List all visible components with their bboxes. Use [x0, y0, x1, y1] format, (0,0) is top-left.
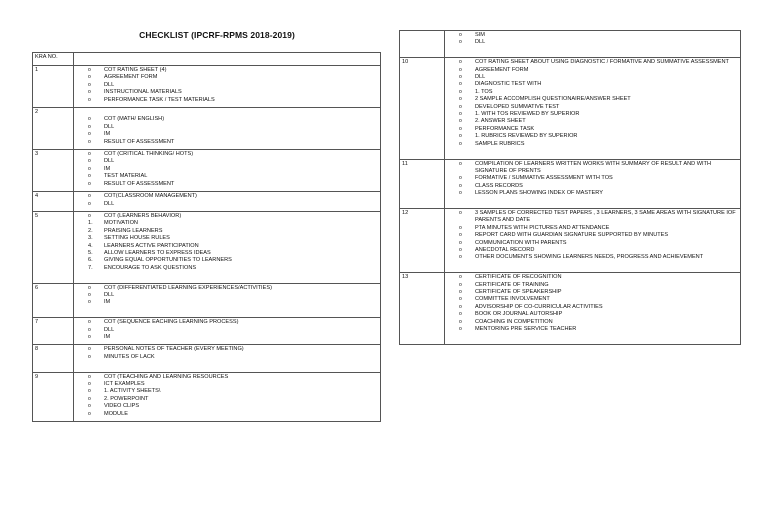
item-text: TEST MATERIAL	[104, 173, 148, 180]
kra-row	[400, 273, 741, 345]
item-text: COMPILATION OF LEARNERS WRITTEN WORKS WITH SUMMARY OF RESULT AND WITH SIGNATURE OF PRENTS	[475, 160, 711, 174]
bullet-icon: o	[459, 111, 462, 118]
checklist-item	[88, 131, 378, 138]
checklist-item	[88, 109, 378, 116]
item-text: DIAGNOSTIC TEST WITH	[475, 81, 542, 88]
item-text: RESULT OF ASSESSMENT	[104, 138, 175, 145]
item-text: COT(CLASSROOM MANAGEMENT)	[104, 193, 197, 200]
item-text: OTHER DOCUMENTS SHOWING LEARNERS NEEDS, PROGRESS AND ACHIEVEMENT	[475, 254, 704, 261]
item-text: DLL	[104, 200, 115, 207]
checklist-item	[459, 311, 738, 318]
item-number: 7.	[88, 264, 93, 271]
checklist-item	[88, 158, 378, 165]
bullet-icon: o	[88, 67, 91, 73]
bullet-icon: o	[459, 311, 462, 318]
checklist-item	[459, 104, 738, 111]
bullet-icon: o	[459, 160, 462, 167]
kra-number: 13	[400, 273, 445, 345]
checklist-item	[459, 289, 738, 296]
checklist-item	[88, 374, 378, 381]
bullet-icon: o	[459, 303, 462, 310]
bullet-icon: o	[88, 123, 91, 130]
kra-number: 11	[400, 159, 445, 208]
checklist-item	[459, 247, 738, 254]
item-text: 2 SAMPLE ACCOMPLISH QUESTIONAIRE/ANSWER SHEET	[475, 96, 631, 103]
bullet-icon: o	[459, 66, 462, 73]
checklist-item	[88, 166, 378, 173]
checklist-item	[459, 47, 738, 54]
kra-items	[74, 318, 381, 345]
item-text: MENTORING PRE SERVICE TEACHER	[475, 326, 577, 333]
item-text: SIM	[475, 32, 485, 38]
checklist-item	[88, 116, 378, 123]
checklist-item	[88, 181, 378, 188]
item-text: IM	[104, 131, 111, 138]
item-text: SAMPLE RUBRICS	[475, 140, 525, 147]
kra-number: 2	[33, 108, 74, 150]
kra-row	[33, 372, 381, 421]
item-number: 4.	[88, 242, 93, 249]
item-text: DLL	[475, 74, 486, 81]
checklist-item	[88, 124, 378, 131]
checklist-item	[88, 285, 378, 292]
item-text: SETTING HOUSE RULES	[104, 235, 170, 242]
checklist-table-right	[399, 30, 741, 345]
kra-items	[445, 159, 741, 208]
bullet-icon: o	[459, 274, 462, 281]
checklist-item	[459, 67, 738, 74]
checklist-item	[88, 220, 378, 227]
kra-items	[74, 66, 381, 108]
kra-items	[74, 372, 381, 421]
bullet-icon: o	[88, 212, 91, 219]
item-text	[104, 109, 378, 116]
item-text: ENCOURAGE TO ASK QUESTIONS	[104, 264, 197, 271]
bullet-icon: o	[459, 118, 462, 125]
item-text: CERTIFICATE OF RECOGNITION	[475, 274, 562, 281]
bullet-icon: o	[88, 284, 91, 291]
checklist-item	[88, 299, 378, 306]
checklist-item	[459, 59, 738, 66]
bullet-icon: o	[88, 89, 91, 96]
item-text: ADVISORSHIP OF CO-CURRICULAR ACTIVITIES	[475, 303, 603, 310]
bullet-icon: o	[88, 334, 91, 340]
item-text: AGREEMENT FORM	[475, 66, 529, 73]
bullet-icon: o	[459, 88, 462, 95]
item-text: INSTRUCTIONAL MATERIALS	[104, 89, 182, 96]
bullet-icon: o	[88, 395, 91, 402]
kra-number: 8	[33, 345, 74, 372]
checklist-item	[459, 225, 738, 232]
bullet-icon: o	[459, 133, 462, 140]
item-text: VIDEO CLIPS	[104, 403, 140, 410]
checklist-item	[88, 89, 378, 96]
item-text: COACHING IN COMPETITION	[475, 318, 553, 325]
item-text	[475, 198, 738, 205]
item-text: AGREEMENT FORM	[104, 74, 158, 81]
item-text	[475, 333, 738, 340]
kra-number: 12	[400, 208, 445, 272]
bullet-icon: o	[88, 388, 91, 395]
item-text: LEARNERS ACTIVE PARTICIPATION	[104, 242, 199, 249]
item-text: PERFORMANCE TASK	[475, 125, 535, 132]
checklist-item	[459, 32, 738, 39]
item-text: 1. ACTIVITY SHEETS\	[104, 388, 161, 395]
kra-items	[74, 108, 381, 150]
bullet-icon: o	[459, 182, 462, 189]
bullet-icon: o	[459, 232, 462, 239]
bullet-icon: o	[88, 165, 91, 172]
bullet-icon: o	[88, 291, 91, 298]
kra-row	[33, 211, 381, 283]
checklist-item	[88, 361, 378, 368]
item-number: 3.	[88, 235, 93, 242]
checklist-item	[88, 213, 378, 220]
checklist-item	[459, 183, 738, 190]
checklist-item	[459, 141, 738, 148]
item-text: DEVELOPED SUMMATIVE TEST	[475, 103, 560, 110]
checklist-item	[459, 96, 738, 103]
item-text: BOOK OR JOURNAL AUTORSHIP	[475, 311, 563, 318]
checklist-item	[88, 235, 378, 242]
item-text: DLL	[104, 326, 115, 333]
item-text: DLL	[104, 81, 115, 88]
kra-row	[33, 66, 381, 108]
kra-items	[74, 345, 381, 372]
kra-items	[74, 150, 381, 192]
bullet-icon: o	[459, 254, 462, 261]
checklist-item	[88, 388, 378, 395]
item-text: MODULE	[104, 410, 128, 417]
kra-number: 6	[33, 283, 74, 318]
checklist-item	[88, 292, 378, 299]
bullet-icon: o	[459, 289, 462, 295]
checklist-item	[88, 334, 378, 341]
checklist-item	[88, 381, 378, 388]
item-text: CERTIFICATE OF TRAINING	[475, 281, 549, 288]
bullet-icon: o	[88, 200, 91, 207]
checklist-item	[459, 304, 738, 311]
bullet-icon: o	[88, 319, 91, 326]
checklist-item	[459, 254, 738, 261]
checklist-item	[88, 411, 378, 418]
checklist-item	[88, 319, 378, 326]
item-text	[475, 262, 738, 269]
item-text: COT (MATH/ ENGLISH)	[104, 116, 165, 123]
item-text: REPORT CARD WITH GUARDIAN SIGNATURE SUPPORTED BY MINUTES	[475, 232, 669, 239]
kra-items	[74, 211, 381, 283]
bullet-icon: o	[88, 180, 91, 187]
checklist-item	[459, 274, 738, 281]
bullet-icon: o	[88, 410, 91, 417]
item-text: COT (LEARNERS BEHAVIOR)	[104, 212, 182, 219]
bullet-icon: o	[88, 299, 91, 306]
checklist-item	[88, 97, 378, 104]
item-text: COT (DIFFERENTIATED LEARNING EXPERIENCES/ACTIVITIES)	[104, 284, 272, 291]
bullet-icon: o	[88, 138, 91, 145]
bullet-icon: o	[459, 190, 462, 197]
checklist-item	[88, 327, 378, 334]
bullet-icon: o	[459, 96, 462, 103]
kra-items	[445, 31, 741, 58]
bullet-icon: o	[88, 131, 91, 138]
item-text: DLL	[104, 158, 115, 165]
kra-items	[74, 192, 381, 212]
checklist-item	[459, 148, 738, 155]
item-text	[475, 148, 738, 155]
bullet-icon: o	[88, 158, 91, 165]
item-number: 1.	[88, 220, 93, 227]
kra-number: 7	[33, 318, 74, 345]
bullet-icon: o	[88, 403, 91, 410]
checklist-item	[459, 240, 738, 247]
checklist-item	[459, 126, 738, 133]
item-text: 2. ANSWER SHEET	[475, 118, 526, 125]
item-text: COMMUNICATION WITH PARENTS	[475, 239, 567, 246]
bullet-icon: o	[88, 346, 91, 353]
kra-row	[33, 108, 381, 150]
kra-number: 3	[33, 150, 74, 192]
checklist-item	[459, 81, 738, 88]
item-text: COMMITTEE INVOLVEMENT	[475, 296, 550, 303]
checklist-item	[88, 403, 378, 410]
kra-number: 1	[33, 66, 74, 108]
checklist-item	[459, 326, 738, 333]
page-title: CHECKLIST (IPCRF-RPMS 2018-2019)	[139, 30, 295, 40]
item-text	[104, 361, 378, 368]
checklist-item	[88, 67, 378, 74]
checklist-item	[459, 175, 738, 182]
bullet-icon: o	[88, 353, 91, 360]
checklist-item	[459, 210, 738, 225]
bullet-icon: o	[88, 373, 91, 380]
bullet-icon: o	[459, 318, 462, 325]
checklist-item	[459, 133, 738, 140]
kra-number	[400, 31, 445, 58]
item-text: CLASS RECORDS	[475, 182, 523, 189]
item-text	[104, 272, 378, 279]
kra-number: 5	[33, 211, 74, 283]
checklist-item	[459, 39, 738, 46]
checklist-item	[459, 232, 738, 239]
bullet-icon: o	[459, 59, 462, 66]
bullet-icon: o	[459, 209, 462, 216]
item-text: COT RATING SHEET (4)	[104, 67, 167, 73]
item-text: ICT EXAMPLES	[104, 381, 145, 388]
bullet-icon: o	[459, 74, 462, 81]
kra-row	[33, 345, 381, 372]
kra-items	[445, 273, 741, 345]
kra-items	[74, 283, 381, 318]
kra-no-header: KRA NO.	[33, 53, 74, 66]
kra-items	[445, 58, 741, 159]
checklist-item	[88, 82, 378, 89]
item-text: 3 SAMPLES OF CORRECTED TEST PAPERS , 3 LEARNERS, 3 SAME AREAS WITH SIGNATURE IOF PARENTS AND DATE	[475, 209, 736, 224]
item-text: 1. RUBRICS REVIEWED BY SUPERIOR	[475, 133, 578, 140]
checklist-item	[459, 161, 738, 176]
kra-row	[400, 58, 741, 159]
item-text: PERFORMANCE TASK / TEST MATERIALS	[104, 96, 215, 103]
item-text: DLL	[475, 39, 486, 46]
kra-row	[400, 208, 741, 272]
bullet-icon: o	[459, 239, 462, 246]
bullet-icon: o	[459, 103, 462, 110]
item-text: 1. WITH TOS REVIEWED BY SUPERIOR	[475, 111, 580, 118]
checklist-item	[88, 257, 378, 264]
table-header-row	[33, 53, 381, 66]
kra-row	[33, 150, 381, 192]
checklist-item	[459, 118, 738, 125]
kra-row	[400, 31, 741, 58]
item-text	[475, 47, 738, 54]
kra-number: 9	[33, 372, 74, 421]
checklist-item	[88, 193, 378, 200]
checklist-item	[459, 111, 738, 118]
item-text: IM	[104, 165, 111, 172]
item-text: IM	[104, 334, 111, 340]
kra-number: 10	[400, 58, 445, 159]
bullet-icon: o	[459, 296, 462, 303]
item-text: 2. POWERPOINT	[104, 395, 149, 402]
bullet-icon: o	[88, 116, 91, 123]
bullet-icon: o	[459, 175, 462, 182]
item-text: MINUTES OF LACK	[104, 353, 155, 360]
bullet-icon: o	[88, 193, 91, 200]
checklist-item	[459, 74, 738, 81]
item-text: GIVING EQUAL OPPORTUNITIES TO LEARNERS	[104, 257, 232, 264]
item-text: COT (SEQUENCE EACHING LEARNING PROCESS)	[104, 319, 239, 326]
kra-items	[445, 208, 741, 272]
bullet-icon: o	[88, 81, 91, 88]
kra-row	[33, 318, 381, 345]
bullet-icon: o	[459, 326, 462, 333]
item-text: 1. TOS	[475, 88, 493, 95]
kra-number: 4	[33, 192, 74, 212]
kra-row	[400, 159, 741, 208]
bullet-icon: o	[459, 224, 462, 231]
item-text: COT (TEACHING AND LEARNING RESOURCES	[104, 373, 229, 380]
bullet-icon: o	[88, 74, 91, 81]
checklist-item	[88, 265, 378, 272]
checklist-item	[459, 190, 738, 197]
bullet-icon: o	[88, 96, 91, 103]
checklist-item	[459, 333, 738, 340]
bullet-icon: o	[88, 326, 91, 333]
checklist-item	[88, 151, 378, 158]
item-text: MOTIVATION	[104, 220, 138, 227]
item-text: COT (CRITICAL THINKING/ HOTS)	[104, 151, 194, 158]
checklist-item	[459, 282, 738, 289]
item-number: 5.	[88, 249, 93, 256]
checklist-item	[88, 354, 378, 361]
bullet-icon: o	[459, 140, 462, 147]
item-text: LESSON PLANS SHOWING INDEX OF MASTERY	[475, 190, 603, 197]
item-text: PERSONAL NOTES OF TEACHER (EVERY MEETING)	[104, 346, 244, 353]
checklist-item	[88, 139, 378, 146]
checklist-item	[459, 262, 738, 269]
item-number: 6.	[88, 257, 93, 264]
checklist-item	[88, 228, 378, 235]
bullet-icon: o	[459, 39, 462, 46]
item-text: CERTIFICATE OF SPEAKERSHIP	[475, 289, 562, 295]
item-text: PTA MINUTES WITH PICTURES AND ATTENDANCE	[475, 224, 610, 231]
kra-row	[33, 192, 381, 212]
bullet-icon: o	[88, 151, 91, 158]
item-text: DLL	[104, 291, 115, 298]
checklist-item	[459, 296, 738, 303]
bullet-icon: o	[88, 173, 91, 180]
bullet-icon: o	[459, 246, 462, 253]
checklist-item	[459, 319, 738, 326]
bullet-icon: o	[459, 125, 462, 132]
item-number: 2.	[88, 227, 93, 234]
checklist-item	[88, 250, 378, 257]
item-text: RESULT OF ASSESSMENT	[104, 180, 175, 187]
item-text: PRAISING LEARNERS	[104, 227, 163, 234]
checklist-item	[88, 307, 378, 314]
bullet-icon: o	[459, 81, 462, 88]
item-text: ALLOW LEARNERS TO EXPRESS IDEAS	[104, 249, 211, 256]
items-header	[74, 53, 381, 66]
kra-row	[33, 283, 381, 318]
item-text: IM	[104, 299, 111, 306]
item-text: ANECDOTAL RECORD	[475, 246, 535, 253]
checklist-table-left	[32, 52, 381, 422]
checklist-item	[459, 198, 738, 205]
checklist-item	[88, 173, 378, 180]
bullet-icon: o	[88, 381, 91, 388]
item-text: DLL	[104, 123, 115, 130]
checklist-item	[88, 243, 378, 250]
checklist-item	[459, 89, 738, 96]
item-text: COT RATING SHEET ABOUT USING DIAGNOSTIC / FORMATIVE AND SUMMATIVE ASSESSMENT	[475, 59, 729, 66]
checklist-item	[88, 272, 378, 279]
bullet-icon: o	[459, 281, 462, 288]
checklist-item	[88, 74, 378, 81]
checklist-item	[88, 396, 378, 403]
bullet-icon: o	[459, 32, 462, 38]
item-text: FORMATIVE / SUMMATIVE ASSESSMENT WITH TOS	[475, 175, 613, 182]
item-text	[104, 307, 378, 314]
checklist-item	[88, 201, 378, 208]
checklist-item	[88, 346, 378, 353]
